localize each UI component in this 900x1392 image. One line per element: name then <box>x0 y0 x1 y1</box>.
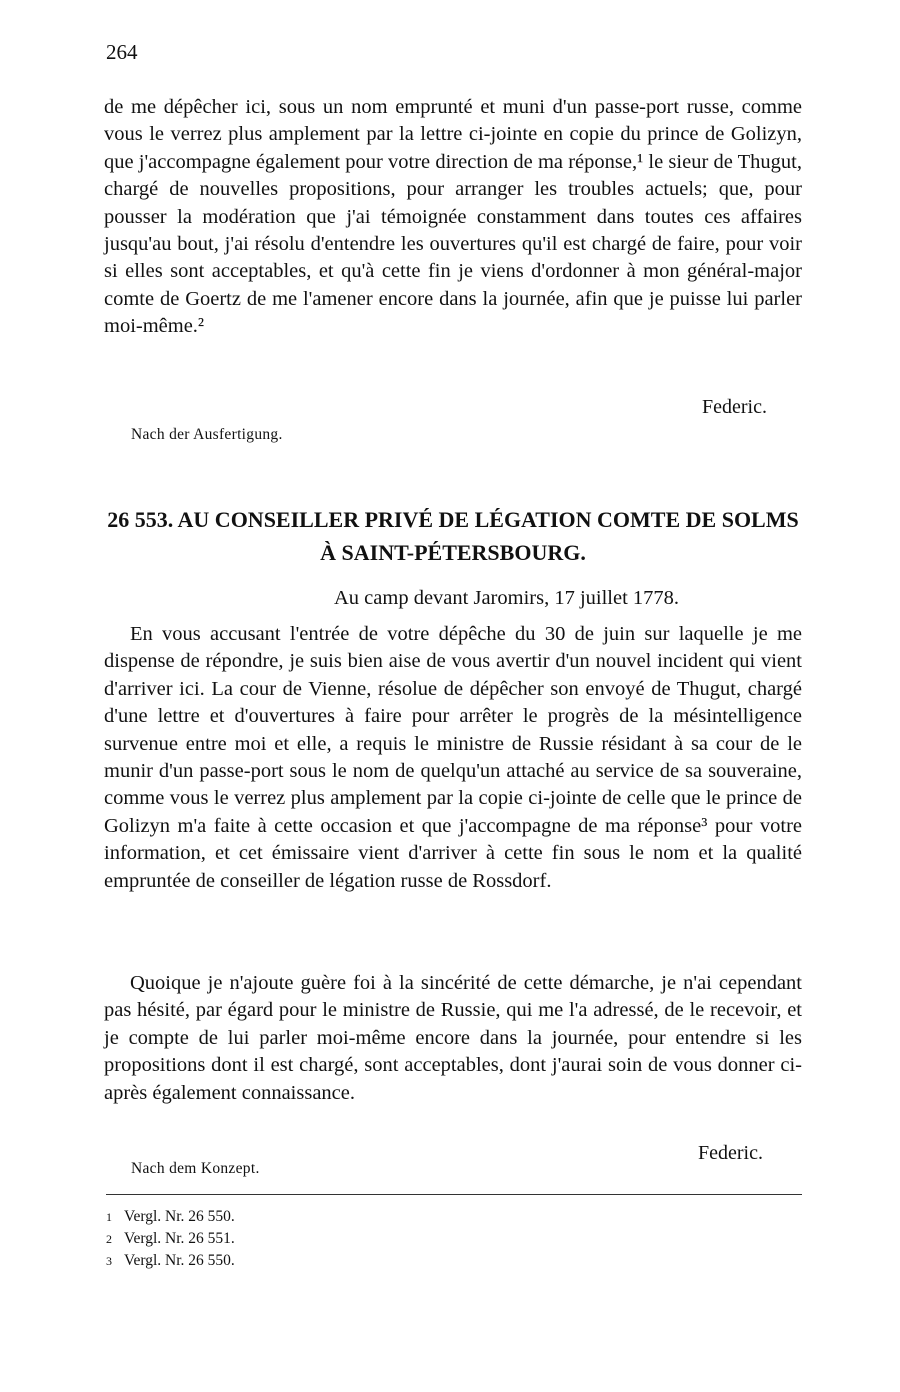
letter1-source-note: Nach der Ausfertigung. <box>131 426 283 443</box>
footnote-text: Vergl. Nr. 26 550. <box>124 1252 235 1269</box>
footnote-text: Vergl. Nr. 26 551. <box>124 1230 235 1247</box>
letter2-signature: Federic. <box>698 1142 763 1164</box>
letter1-signature: Federic. <box>702 396 767 418</box>
footnote-divider <box>106 1194 802 1195</box>
footnote-text: Vergl. Nr. 26 550. <box>124 1208 235 1225</box>
letter2-source-note: Nach dem Konzept. <box>131 1160 260 1177</box>
footnote-item <box>106 1228 235 1250</box>
footnote-item <box>106 1206 235 1228</box>
letter2-paragraph-2: Quoique je n'ajoute guère foi à la sincérité de cette démarche, je n'ai cependant pas hésité, par égard pour le ministre de Russie, qui me l'a adressé, de le recevoir, et je compte de lui parler moi-même encore dans la journée, pour entendre si les propositions dont il est chargé, sont acceptables, dont j'aurai soin de vous donner ci-après également connaissance. <box>104 972 802 1104</box>
letter2-place-date: Au camp devant Jaromirs, 17 juillet 1778. <box>334 587 680 609</box>
page-number: 264 <box>106 40 138 64</box>
letter2-paragraph-1: En vous accusant l'entrée de votre dépêche du 30 de juin sur laquelle je me dispense de répondre, je suis bien aise de vous avertir d'un nouvel incident qui vient d'arriver ici. La cour de Vienne, résolue de dépêcher son envoyé de Thugut, chargé d'une lettre et d'ouvertures à faire pour arrêter le progrès de la mésintelligence survenue entre moi et elle, a requis le ministre de Russie résidant à sa cour de le munir d'un passe-port sous le nom de quelqu'un attaché au service de sa souveraine, comme vous le verrez plus amplement par la copie ci-jointe de celle que le prince de Golizyn m'a faite à cette occasion et que j'accompagne de ma réponse³ pour votre information, et cet émissaire vient d'arriver à cette fin sous le nom et la qualité empruntée de conseiller de légation russe de Rossdorf. <box>104 623 802 892</box>
footnote-mark: 2 <box>106 1232 112 1246</box>
footnote-mark: 1 <box>106 1210 112 1224</box>
letter2-heading: 26 553. AU CONSEILLER PRIVÉ DE LÉGATION COMTE DE SOLMS À SAINT-PÉTERSBOURG. <box>107 507 799 565</box>
footnotes <box>106 1206 235 1272</box>
letter1-body: de me dépêcher ici, sous un nom emprunté et muni d'un passe-port russe, comme vous le verrez plus amplement par la lettre ci-jointe en copie du prince de Golizyn, que j'accompagne également pour votre direction de ma réponse,¹ le sieur de Thugut, chargé de nouvelles propositions, pour arranger les troubles actuels; que, pour pousser la modération que j'ai témoignée constamment dans toutes ces affaires jusqu'au bout, j'ai résolu d'entendre les ouvertures qu'il est chargé de faire, pour voir si elles sont acceptables, et qu'à cette fin je viens d'ordonner à mon général-major comte de Goertz de me l'amener encore dans la journée, afin que je puisse lui parler moi-même.² <box>104 96 802 338</box>
footnote-mark: 3 <box>106 1254 112 1268</box>
footnote-item <box>106 1250 235 1272</box>
